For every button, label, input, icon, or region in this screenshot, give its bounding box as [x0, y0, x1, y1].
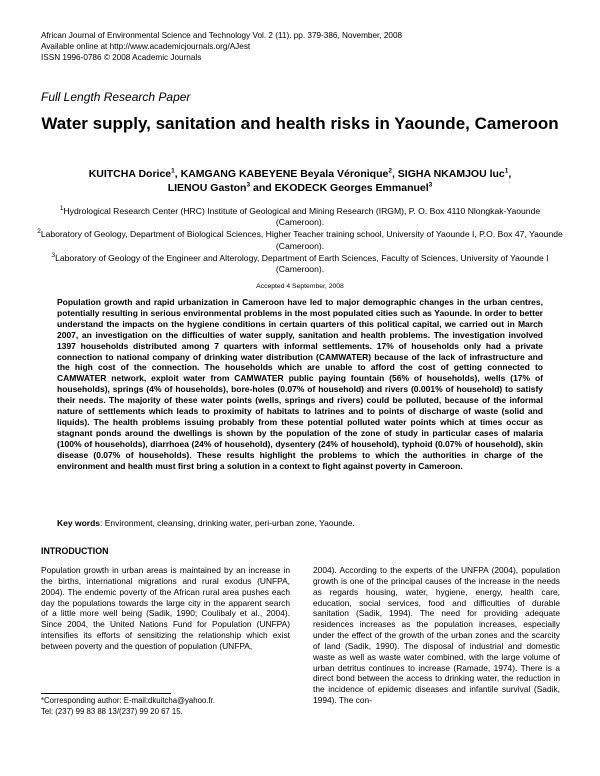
journal-header [41, 30, 561, 63]
journal-url: Available online at http://www.academicjournals.org/AJest [41, 42, 251, 51]
author: SIGHA NKAMJOU luc$^1$, [397, 167, 512, 180]
affiliations [36, 206, 564, 276]
author: EKODECK Georges Emmanuel$^3$ [274, 181, 433, 194]
author: LIENOU Gaston$^3$ and [167, 181, 275, 194]
keywords [57, 518, 543, 529]
paper-title: Water supply, sanitation and health risks in Yaounde, Cameroon [41, 114, 559, 133]
author-list [30, 167, 570, 195]
keywords-label: Key words [57, 518, 100, 528]
journal-issn: ISSN 1996-0786 © 2008 Academic Journals [41, 53, 202, 62]
affiliation: $^2$Laboratory of Geology, Department of Biological Sciences, Higher Teacher training school, University of Yaounde I, P.O. Box 47, Yaounde (Cameroon). [37, 228, 563, 251]
intro-left-column: Population growth in urban areas is maintained by an increase in the births, international migrations and rural exodus (UNFPA, 2004). The endemic poverty of the African rural area pushes each day the populations towards the large city in the apparent search of a little more well being (Sadik, 1990; Coulibaly et al., 2004). Since 2004, the United Nations Fund for Population (UNFPA) intensifies its efforts of sensitizing the relationship which exist between poverty and the question of population (UNFPA, [41, 565, 290, 651]
section-heading-introduction: INTRODUCTION [41, 546, 109, 556]
footnote-divider [41, 693, 171, 694]
journal-citation: African Journal of Environmental Science and Technology Vol. 2 (11). pp. 379-386, November, 2008 [41, 31, 403, 40]
affiliation: $^3$Laboratory of Geology of the Engineer and Alterology, Department of Earth Sciences, Faculty of Sciences, University of Yaounde I (Cameroon). [51, 251, 549, 275]
keywords-text: : Environment, cleansing, drinking water, peri-urban zone, Yaounde. [100, 518, 355, 528]
footnote [41, 696, 290, 717]
intro-right-column: 2004). According to the experts of the UNFPA (2004), population growth is one of the principal causes of the increase in the needs as regards housing, water, hygiene, energy, health care, education, social services, food and difficulties of durable sanitation (Sadik, 1994). The need for providing adequate residences increases as the population increases, especially under the effect of the growth of the urban zones and the scarcity of land (Sadik, 1990). The disposal of industrial and domestic waste as well as waste water combined, with the large volume of urban detritus continues to increase (Ramade, 1974). There is a direct bond between the access to drinking water, the reduction in the incidence of epidemic diseases and infantile survival (Sadik, 1994). The con- [313, 565, 560, 706]
telephone: Tel: (237) 99 83 88 13/(237) 99 20 67 15. [41, 706, 183, 716]
author: KAMGANG KABEYENE Beyala Véronique$^2$, [180, 167, 398, 180]
corresponding-author: *Corresponding author: E-mail:dkuitcha@yahoo.fr. [41, 696, 215, 705]
abstract: Population growth and rapid urbanization in Cameroon have led to major demographic changes in the urban centres, potentially resulting in serious environmental problems in the most populated cities such as Yaounde. In order to better understand the impacts on the hygiene conditions in certain quarters of this political capital, we carried out in March 2007, an investigation on the difficulties of water supply, sanitation and health problems. The investigation involved 1397 households distributed among 7 quarters with informal settlements. 17% of households only had a private connection to national company of drinking water distribution (CAMWATER) because of the lack of infrastructure and the high cost of the connection. The households which are unable to afford the cost of getting connected to CAMWATER network, exploit water from CAMWATER public paying fountain (56% of households), wells (17% of households), springs (4% of households), bore-holes (0.07% of household) and rivers (0.001% of household) to satisfy their needs. The majority of these water points (wells, springs and rivers) could be polluted, because of the informal nature of settlements which leads to proximity of habitats to latrines and to points of discharge of waste (solid and liquids). The health problems issuing probably from these potential polluted water points which at times occur as stagnant ponds around the dwellings is shown by the population of the zone of study in particular cases of malaria (100% of households), diarrhoea (24% of household), dysentery (24% of household), typhoid (0.07% of household), skin disease (0.07% of households). These results highlight the problems to which the authorities in charge of the environment and health must first bring a solution in a context to fight against poverty in Cameroon. [57, 297, 543, 471]
paper-type: Full Length Research Paper [41, 90, 191, 104]
affiliation: $^1$Hydrological Research Center (HRC) Institute of Geological and Mining Research (IRGM), P. O. Box 4110 Nlongkak-Yaounde (Cameroon). [59, 205, 541, 228]
author: KUITCHA Dorice$^1$, [88, 167, 181, 180]
accepted-date: Accepted 4 September, 2008 [256, 283, 344, 290]
